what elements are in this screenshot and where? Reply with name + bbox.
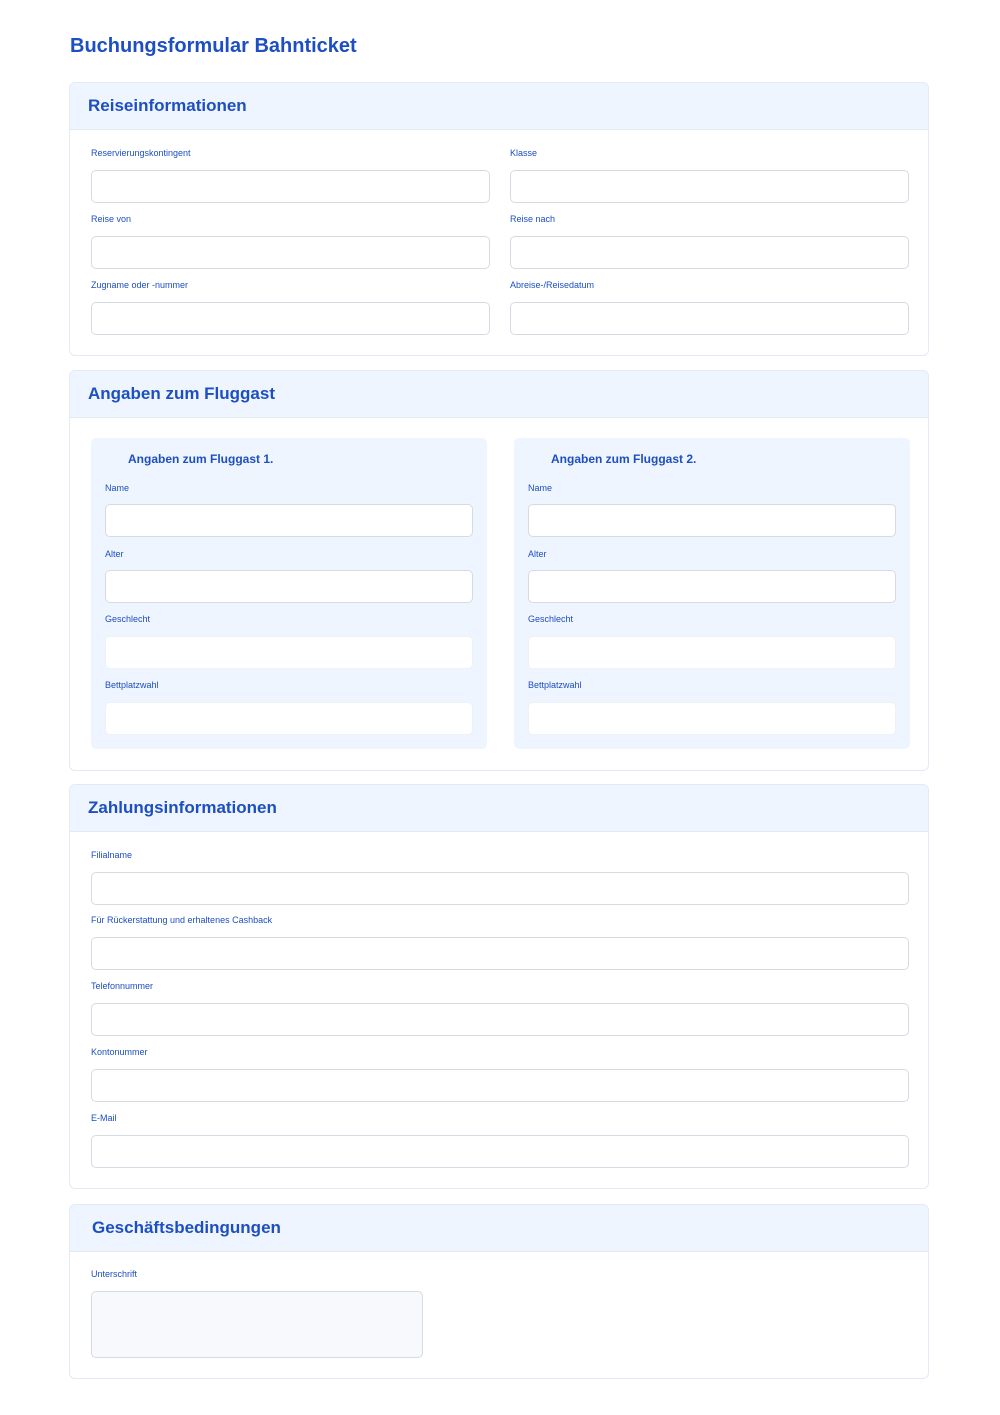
section-title: Reiseinformationen xyxy=(88,96,247,115)
section-header xyxy=(70,1205,928,1252)
passenger-card-2 xyxy=(514,438,910,749)
reise-von-input[interactable] xyxy=(91,236,490,269)
passenger-2-title: Angaben zum Fluggast 2. xyxy=(551,452,697,466)
filialname-input[interactable] xyxy=(91,872,909,905)
section-header xyxy=(70,371,928,418)
passenger-1-alter-label: Alter xyxy=(105,549,124,559)
section-header xyxy=(70,83,928,130)
reise-nach-input[interactable] xyxy=(510,236,909,269)
kontonummer-label: Kontonummer xyxy=(91,1047,148,1057)
passenger-2-bettplatz-label: Bettplatzwahl xyxy=(528,680,582,690)
zugname-label: Zugname oder -nummer xyxy=(91,280,189,290)
passenger-1-name-input[interactable] xyxy=(105,504,473,537)
email-input[interactable] xyxy=(91,1135,909,1168)
passenger-2-geschlecht-label: Geschlecht xyxy=(528,614,574,624)
rueckerstattung-label: Für Rückerstattung und erhaltenes Cashback xyxy=(91,915,273,925)
passenger-2-alter-label: Alter xyxy=(528,549,547,559)
reisedatum-label: Abreise-/Reisedatum xyxy=(510,280,595,290)
section-geschaeftsbedingungen xyxy=(69,1204,929,1379)
section-fluggast xyxy=(69,370,929,771)
passenger-1-geschlecht-input[interactable] xyxy=(105,636,473,669)
signature-pad[interactable] xyxy=(91,1291,423,1358)
passenger-1-bettplatz-label: Bettplatzwahl xyxy=(105,680,159,690)
section-title: Zahlungsinformationen xyxy=(88,798,277,817)
klasse-label: Klasse xyxy=(510,148,538,158)
rueckerstattung-input[interactable] xyxy=(91,937,909,970)
klasse-input[interactable] xyxy=(510,170,909,203)
passenger-1-alter-input[interactable] xyxy=(105,570,473,603)
section-title: Angaben zum Fluggast xyxy=(88,384,275,403)
passenger-1-title: Angaben zum Fluggast 1. xyxy=(128,452,274,466)
telefonnummer-input[interactable] xyxy=(91,1003,909,1036)
passenger-1-bettplatz-input[interactable] xyxy=(105,702,473,735)
page-title: Buchungsformular Bahnticket xyxy=(70,35,357,57)
passenger-card-1 xyxy=(91,438,487,749)
kontonummer-input[interactable] xyxy=(91,1069,909,1102)
filialname-label: Filialname xyxy=(91,850,133,860)
passenger-2-bettplatz-input[interactable] xyxy=(528,702,896,735)
unterschrift-label: Unterschrift xyxy=(91,1269,138,1279)
passenger-2-alter-input[interactable] xyxy=(528,570,896,603)
section-header xyxy=(70,785,928,832)
reservierungskontingent-label: Reservierungskontingent xyxy=(91,148,191,158)
passenger-2-name-input[interactable] xyxy=(528,504,896,537)
reise-nach-label: Reise nach xyxy=(510,214,556,224)
section-zahlungsinformationen xyxy=(69,784,929,1189)
passenger-2-geschlecht-input[interactable] xyxy=(528,636,896,669)
reise-von-label: Reise von xyxy=(91,214,132,224)
section-reiseinformationen xyxy=(69,82,929,356)
section-title: Geschäftsbedingungen xyxy=(92,1218,281,1237)
passenger-1-geschlecht-label: Geschlecht xyxy=(105,614,151,624)
email-label: E-Mail xyxy=(91,1113,117,1123)
telefonnummer-label: Telefonnummer xyxy=(91,981,154,991)
reisedatum-input[interactable] xyxy=(510,302,909,335)
zugname-input[interactable] xyxy=(91,302,490,335)
passenger-1-name-label: Name xyxy=(105,483,130,493)
reservierungskontingent-input[interactable] xyxy=(91,170,490,203)
passenger-2-name-label: Name xyxy=(528,483,553,493)
